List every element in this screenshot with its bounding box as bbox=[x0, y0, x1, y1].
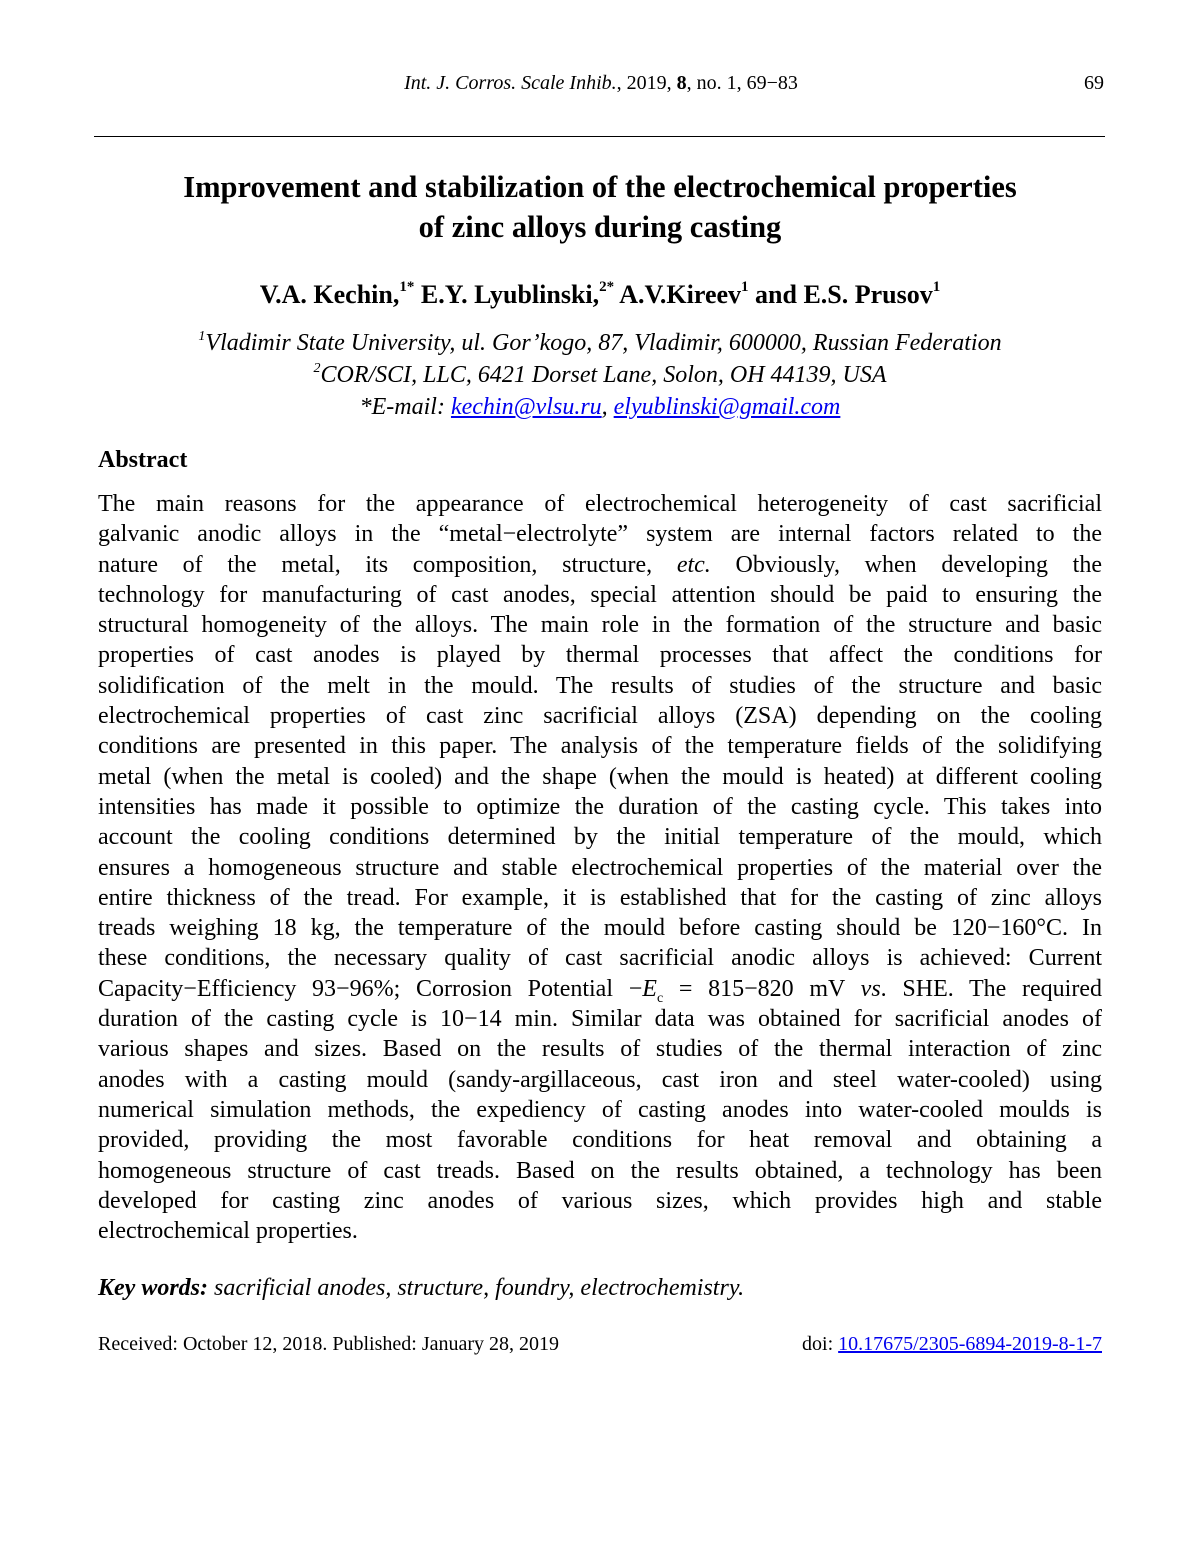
abstract-heading: Abstract bbox=[98, 447, 188, 473]
journal-citation bbox=[98, 72, 1104, 95]
abstract-line: The main reasons for the appearance of electrochemical heterogeneity of cast sacrificial bbox=[98, 491, 1102, 517]
abstract-body bbox=[98, 489, 1102, 1246]
abstract-line: account the cooling conditions determined by the initial temperature of the mould, which bbox=[98, 824, 1102, 851]
abstract-line: various shapes and sizes. Based on the results of studies of the thermal interaction of zinc bbox=[98, 1036, 1102, 1063]
abstract-line: nature of the metal, its composition, structure, etc. Obviously, when developing the bbox=[98, 551, 1102, 578]
author-name: A.V.Kireev bbox=[614, 280, 742, 309]
abstract-line: properties of cast anodes is played by thermal processes that affect the conditions for bbox=[98, 642, 1102, 669]
paper-title bbox=[100, 167, 1100, 247]
abstract-line: solidification of the melt in the mould. The results of studies of the structure and basic bbox=[98, 672, 1102, 699]
abstract-line: homogeneous structure of cast treads. Based on the results obtained, a technology has been bbox=[98, 1157, 1102, 1184]
header-divider bbox=[94, 136, 1105, 137]
citation-volume: 8 bbox=[676, 72, 687, 94]
affiliation-mark: 1 bbox=[198, 329, 206, 344]
abstract-line: electrochemical properties. bbox=[98, 1218, 358, 1245]
affiliation-text: Vladimir State University, ul. Gor’kogo, 87, Vladimir, 600000, Russian Federation bbox=[205, 330, 1002, 356]
author-affiliation-mark: 1 bbox=[932, 279, 941, 295]
abstract-line: ensures a homogeneous structure and stable electrochemical properties of the material over the bbox=[98, 854, 1102, 881]
abstract-line: technology for manufacturing of cast anodes, special attention should be paid to ensuring the bbox=[98, 581, 1102, 608]
author-name: V.A. Kechin, bbox=[259, 280, 400, 309]
email-link-kechin[interactable]: kechin@vlsu.ru bbox=[450, 394, 602, 420]
author-list bbox=[100, 275, 1100, 315]
doi-line bbox=[802, 1333, 1102, 1356]
abstract-line: structural homogeneity of the alloys. The main role in the formation of the structure and basic bbox=[98, 612, 1102, 639]
abstract-line: developed for casting zinc anodes of various sizes, which provides high and stable bbox=[98, 1187, 1102, 1214]
affiliation-text: COR/SCI, LLC, 6421 Dorset Lane, Solon, OH 44139, USA bbox=[320, 362, 887, 388]
abstract-line: galvanic anodic alloys in the “metal−electrolyte” system are internal factors related to the bbox=[98, 521, 1102, 548]
keywords-text: sacrificial anodes, structure, foundry, electrochemistry. bbox=[208, 1275, 745, 1301]
title-line: of zinc alloys during casting bbox=[418, 210, 782, 244]
affiliation-mark: 2 bbox=[313, 361, 321, 376]
keywords-label: Key words: bbox=[98, 1275, 208, 1301]
citation-issue-pages: , no. 1, 69−83 bbox=[686, 72, 798, 94]
doi-label: doi: bbox=[802, 1333, 839, 1355]
keywords bbox=[98, 1275, 744, 1302]
abstract-line: treads weighing 18 kg, the temperature of the mould before casting should be 120−160°C. In bbox=[98, 915, 1102, 942]
abstract-line: provided, providing the most favorable conditions for heat removal and obtaining a bbox=[98, 1127, 1102, 1154]
email-line bbox=[100, 391, 1100, 423]
abstract-line: duration of the casting cycle is 10−14 min. Similar data was obtained for sacrificial anodes of bbox=[98, 1006, 1102, 1033]
abstract-line: numerical simulation methods, the expediency of casting anodes into water-cooled moulds is bbox=[98, 1096, 1102, 1123]
abstract-line: electrochemical properties of cast zinc sacrificial alloys (ZSA) depending on the cooling bbox=[98, 703, 1102, 730]
author-affiliation-mark: 1 bbox=[741, 279, 749, 295]
author-name: and E.S. Prusov bbox=[748, 280, 933, 309]
title-line: Improvement and stabilization of the electrochemical properties bbox=[183, 170, 1017, 204]
abstract-line: entire thickness of the tread. For example, it is established that for the casting of zinc alloys bbox=[98, 884, 1102, 911]
citation-year: , 2019, bbox=[616, 72, 677, 94]
journal-name: Int. J. Corros. Scale Inhib. bbox=[404, 72, 617, 94]
abstract-line: anodes with a casting mould (sandy-argillaceous, cast iron and steel water-cooled) using bbox=[98, 1066, 1102, 1093]
affiliation-2 bbox=[100, 359, 1100, 391]
received-published-dates: Received: October 12, 2018. Published: January 28, 2019 bbox=[98, 1333, 560, 1355]
email-link-lyublinski[interactable]: elyublinski@gmail.com bbox=[613, 394, 841, 420]
affiliations bbox=[100, 327, 1100, 423]
author-affiliation-mark: 1* bbox=[399, 279, 415, 295]
doi-link[interactable]: 10.17675/2305-6894-2019-8-1-7 bbox=[838, 1333, 1102, 1355]
running-header bbox=[98, 72, 1104, 100]
abstract-line: these conditions, the necessary quality of cast sacrificial anodic alloys is achieved: Current bbox=[98, 945, 1102, 972]
abstract-line: Capacity−Efficiency 93−96%; Corrosion Potential $-E_c = 815-820$ mV vs. SHE. The required bbox=[98, 975, 1102, 1006]
author-affiliation-mark: 2* bbox=[599, 279, 615, 295]
page-number: 69 bbox=[1084, 72, 1104, 94]
author-name: E.Y. Lyublinski, bbox=[414, 280, 600, 309]
abstract-line: metal (when the metal is cooled) and the shape (when the mould is heated) at different cooling bbox=[98, 763, 1102, 790]
email-separator: , bbox=[601, 394, 614, 420]
email-label: *E-mail: bbox=[359, 394, 451, 420]
affiliation-1 bbox=[100, 327, 1100, 359]
abstract-line: conditions are presented in this paper. The analysis of the temperature fields of the solidifying bbox=[98, 733, 1102, 760]
abstract-line: intensities has made it possible to optimize the duration of the casting cycle. This takes into bbox=[98, 793, 1102, 820]
